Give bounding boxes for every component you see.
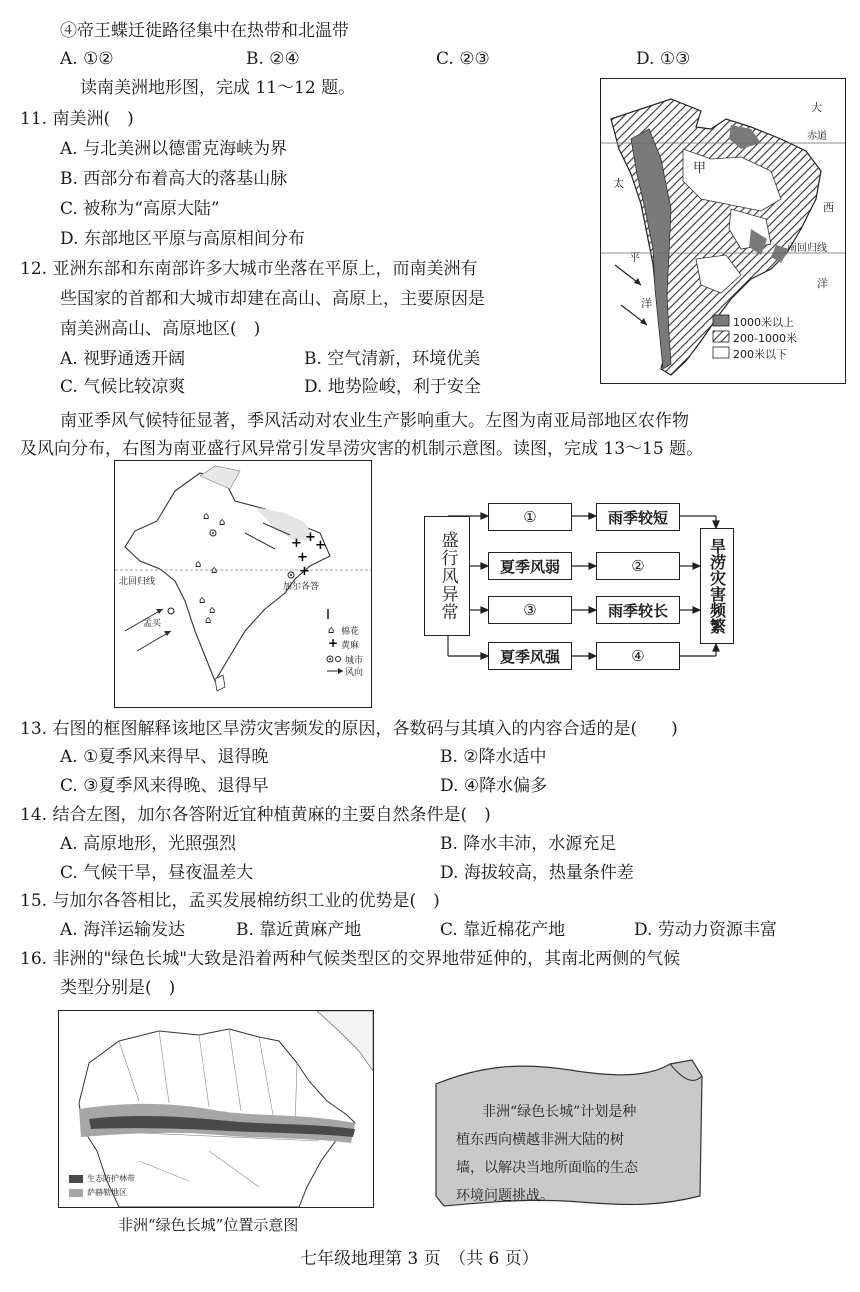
flow-box-2: ② xyxy=(596,552,680,580)
label-tai: 太 xyxy=(613,177,624,190)
svg-text:+: + xyxy=(315,538,326,553)
svg-text:+: + xyxy=(305,530,316,545)
flow-box-4: ④ xyxy=(596,642,680,670)
scroll-line1: 非洲“绿色长城”计划是种 xyxy=(482,1104,637,1120)
q15-option-b: B. 靠近黄麻产地 xyxy=(236,920,362,940)
q13-stem: 13. 右图的框图解释该地区旱涝灾害频发的原因，各数码与其填入的内容合适的是( ) xyxy=(20,719,678,739)
q12-option-d: D. 地势险峻，利于安全 xyxy=(304,377,481,397)
legend-forest-belt: 生态防护林带 xyxy=(87,1174,135,1183)
svg-text:⌂: ⌂ xyxy=(199,595,206,606)
label-ping: 平 xyxy=(629,251,640,264)
south-america-map-graphic xyxy=(601,79,845,383)
q11-option-d: D. 东部地区平原与高原相间分布 xyxy=(60,229,305,249)
legend-low: 200米以下 xyxy=(733,348,787,361)
label-equator: 赤道 xyxy=(807,131,827,142)
flow-prevailing-wind: 盛行风异常 xyxy=(424,516,470,636)
q12-line1: 12. 亚洲东部和东南部许多大城市坐落在平原上，而南美洲有 xyxy=(20,259,478,279)
label-da: 大 xyxy=(811,101,822,114)
svg-text:⌂: ⌂ xyxy=(195,559,202,570)
africa-map-caption: 非洲“绿色长城”位置示意图 xyxy=(118,1216,299,1234)
flow-box-weak-monsoon: 夏季风弱 xyxy=(488,552,572,580)
svg-text:+: + xyxy=(299,564,310,579)
q14-option-c: C. 气候干旱，昼夜温差大 xyxy=(60,863,254,883)
q12-line2: 些国家的首都和大城市却建在高山、高原上，主要原因是 xyxy=(60,289,485,309)
scroll-line2: 植东西向横越非洲大陆的树 xyxy=(456,1132,624,1148)
legend-mid: 200-1000米 xyxy=(733,332,797,345)
q15-option-a: A. 海洋运输发达 xyxy=(60,920,186,940)
svg-text:+: + xyxy=(291,536,302,551)
flow-box-strong-monsoon: 夏季风强 xyxy=(488,642,572,670)
passage-line2: 及风向分布，右图为南亚盛行风异常引发旱涝灾害的机制示意图。读图，完成 13～15 题。 xyxy=(20,439,704,459)
africa-green-wall-map xyxy=(58,1010,374,1208)
label-jia: 甲 xyxy=(693,161,707,176)
q15-option-c: C. 靠近棉花产地 xyxy=(440,920,566,940)
q11-option-a: A. 与北美洲以德雷克海峡为界 xyxy=(60,139,288,159)
legend-high: 1000米以上 xyxy=(733,316,794,329)
q13-option-c: C. ③夏季风来得晚、退得早 xyxy=(60,776,269,796)
q14-option-d: D. 海拔较高，热量条件差 xyxy=(440,863,634,883)
legend-cotton: 棉花 xyxy=(341,627,360,637)
q12-option-a: A. 视野通透开阔 xyxy=(60,349,186,369)
legend-jute: 黄麻 xyxy=(341,641,360,651)
svg-text:⌂: ⌂ xyxy=(211,565,218,576)
svg-text:+: + xyxy=(328,636,339,650)
flow-box-3: ③ xyxy=(488,596,572,624)
q13-option-b: B. ②降水适中 xyxy=(440,747,547,767)
legend-city: 城市 xyxy=(345,656,364,666)
label-yang-west: 洋 xyxy=(641,297,652,310)
intro-11-12: 读南美洲地形图，完成 11～12 题。 xyxy=(80,78,356,98)
q14-option-b: B. 降水丰沛，水源充足 xyxy=(440,834,617,854)
svg-text:⌂: ⌂ xyxy=(328,625,335,636)
svg-text:⌂: ⌂ xyxy=(203,511,210,522)
green-wall-info-scroll xyxy=(430,1056,710,1210)
page-footer: 七年级地理第 3 页 （共 6 页） xyxy=(300,1249,539,1269)
flow-drought-flood: 旱涝灾害频繁 xyxy=(700,528,734,644)
q15-option-d: D. 劳动力资源丰富 xyxy=(634,920,777,940)
option-d: D. ①③ xyxy=(636,49,691,69)
option-c: C. ②③ xyxy=(436,49,490,69)
label-yang-east: 洋 xyxy=(817,277,828,290)
svg-text:⌂: ⌂ xyxy=(219,517,226,528)
option-a: A. ①② xyxy=(60,49,114,69)
q12-option-b: B. 空气清新，环境优美 xyxy=(304,349,481,369)
q11-option-b: B. 西部分布着高大的落基山脉 xyxy=(60,169,288,189)
label-xi: 西 xyxy=(823,201,834,214)
passage-line1: 南亚季风气候特征显著，季风活动对农业生产影响重大。左图为南亚局部地区农作物 xyxy=(60,411,689,431)
svg-text:+: + xyxy=(297,550,308,565)
q16-line2: 类型分别是( ) xyxy=(60,978,176,998)
statement-4: ④帝王蝶迁徙路径集中在热带和北温带 xyxy=(60,21,349,41)
label-tropic-capricorn: 南回归线 xyxy=(787,243,827,254)
south-america-map xyxy=(600,78,846,384)
q11-stem: 11. 南美洲( ) xyxy=(20,109,134,129)
flow-box-short-rain: 雨季较短 xyxy=(596,503,680,531)
q13-option-a: A. ①夏季风来得早、退得晚 xyxy=(60,747,269,767)
q14-stem: 14. 结合左图，加尔各答附近宜种植黄麻的主要自然条件是( ) xyxy=(20,805,491,825)
flow-box-1: ① xyxy=(488,503,572,531)
flow-box-long-rain: 雨季较长 xyxy=(596,596,680,624)
scroll-line4: 环境问题挑战。 xyxy=(456,1188,554,1204)
q11-option-c: C. 被称为“高原大陆” xyxy=(60,199,220,219)
label-tropic-cancer: 北回归线 xyxy=(119,577,156,587)
q13-option-d: D. ④降水偏多 xyxy=(440,776,548,796)
option-b: B. ②④ xyxy=(246,49,300,69)
legend-sahel: 萨赫勒地区 xyxy=(87,1188,127,1197)
q12-option-c: C. 气候比较凉爽 xyxy=(60,377,186,397)
q14-option-a: A. 高原地形，光照强烈 xyxy=(60,834,237,854)
svg-text:⌂: ⌂ xyxy=(205,615,212,626)
label-kolkata: 加尔各答 xyxy=(283,582,320,592)
label-mumbai: 孟买 xyxy=(143,619,162,629)
q12-line3: 南美洲高山、高原地区( ) xyxy=(60,319,261,339)
svg-text:⌂: ⌂ xyxy=(209,605,216,616)
q15-stem: 15. 与加尔各答相比，孟买发展棉纺织工业的优势是( ) xyxy=(20,891,440,911)
scroll-line3: 墙，以解决当地所面临的生态 xyxy=(456,1160,638,1176)
q16-line1: 16. 非洲的"绿色长城"大致是沿着两种气候类型区的交界地带延伸的，其南北两侧的气候 xyxy=(20,949,681,969)
legend-wind: 风向 xyxy=(345,668,364,678)
south-asia-map xyxy=(114,460,372,708)
